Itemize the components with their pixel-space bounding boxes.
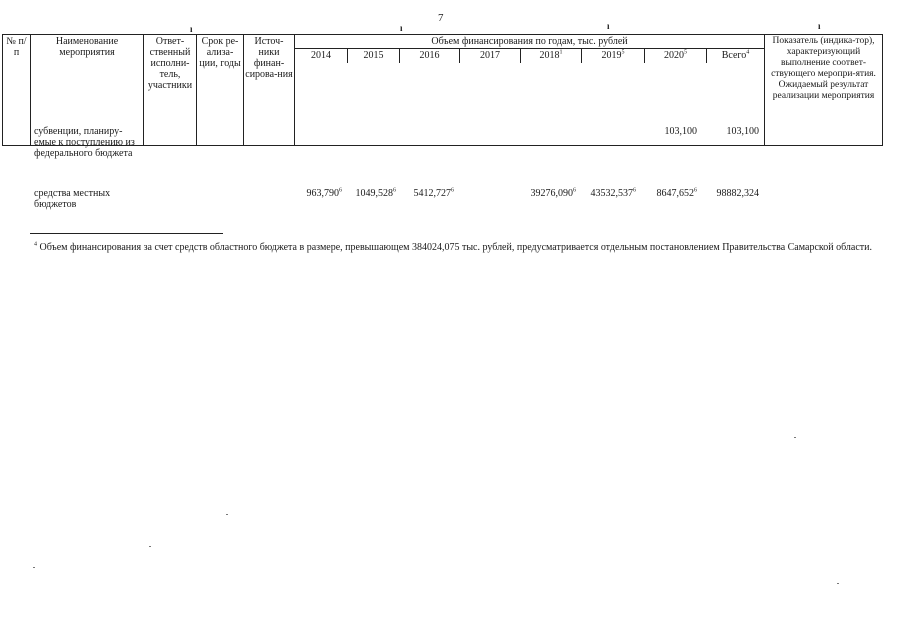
header-year — [400, 49, 460, 64]
header-year-label: 2014 — [311, 50, 331, 61]
scan-speck — [149, 546, 151, 547]
header-year-mark: 5 — [684, 49, 687, 56]
row-value — [627, 188, 697, 199]
row-value-number: 103,100 — [726, 126, 759, 137]
header-year — [521, 49, 582, 64]
row-value — [384, 188, 454, 199]
scan-speck — [837, 583, 839, 584]
row-value-mark: 6 — [393, 187, 396, 194]
header-num: № п/п — [3, 35, 31, 146]
header-year-mark: 4 — [746, 49, 750, 56]
header-sources: Источ-ники финан-сирова-ния — [244, 35, 295, 146]
header-responsible: Ответ-ственный исполни-тель, участники — [144, 35, 197, 146]
header-term: Срок ре-ализа-ции, годы — [197, 35, 244, 146]
row-value — [627, 126, 697, 137]
header-year-mark: 5 — [621, 49, 625, 56]
header-year — [645, 49, 707, 64]
header-year-label: 2016 — [419, 50, 440, 61]
row-value — [689, 188, 759, 199]
row-value-number: 1049,528 — [355, 188, 393, 199]
header-year — [295, 49, 348, 64]
header-year — [582, 49, 645, 64]
header-year-mark: 1 — [559, 49, 563, 56]
footnote-mark: 4 — [34, 241, 37, 248]
header-funding: Объем финансирования по годам, тыс. рублей — [295, 35, 765, 49]
row-value-mark: 6 — [339, 187, 342, 194]
footnote-rule — [30, 233, 223, 234]
header-year — [460, 49, 521, 64]
row-value-mark: 6 — [451, 187, 454, 194]
header-year — [348, 49, 400, 64]
row-value — [689, 126, 759, 137]
row-value-number: 39276,090 — [530, 188, 573, 199]
footnote-text: Объем финансирования за счет средств областного бюджета в размере, превышающем 384024,075 тыс. рублей, предусматривается отдельным постановлением Правительства Самарской области. — [39, 242, 873, 253]
column-tick-mark: ı — [607, 21, 610, 31]
row-value-mark: 6 — [573, 187, 576, 194]
row-value-number: 98882,324 — [716, 188, 759, 199]
row-value-number: 43532,537 — [590, 188, 633, 199]
row-value-number: 103,100 — [664, 126, 697, 137]
scan-speck — [33, 567, 35, 568]
header-year-label: Всего — [721, 50, 747, 61]
header-year-label: 2020 — [664, 50, 684, 61]
row-label: средства местных бюджетов — [34, 188, 111, 210]
header-year-label: 2018 — [539, 50, 560, 61]
row-value-number: 5412,727 — [413, 188, 451, 199]
header-name: Наименование мероприятия — [31, 35, 144, 146]
header-year-label: 2017 — [480, 50, 500, 61]
footnote — [30, 241, 882, 254]
scan-speck — [226, 514, 228, 515]
column-tick-mark: ı — [818, 21, 821, 31]
row-value-mark: 6 — [694, 187, 697, 194]
header-indicator: Показатель (индика-тор), характеризующий выполнение соответ-ствующего меропри-ятия. Ожидаемый результат реализации мероприятия — [765, 35, 883, 146]
column-tick-mark: ı — [190, 24, 193, 34]
row-value-number: 963,790 — [306, 188, 339, 199]
row-value-number: 8647,652 — [656, 188, 694, 199]
page-number: 7 — [438, 12, 444, 24]
row-value-mark: 6 — [633, 187, 636, 194]
header-year-label: 2015 — [363, 50, 384, 61]
scan-speck — [794, 437, 796, 438]
header-year-label: 2019 — [601, 50, 622, 61]
row-label: субвенции, планиру-емые к поступлению из федерального бюджета — [34, 126, 135, 159]
header-year — [707, 49, 765, 64]
row-value — [566, 188, 636, 199]
column-tick-mark: ı — [400, 23, 403, 33]
